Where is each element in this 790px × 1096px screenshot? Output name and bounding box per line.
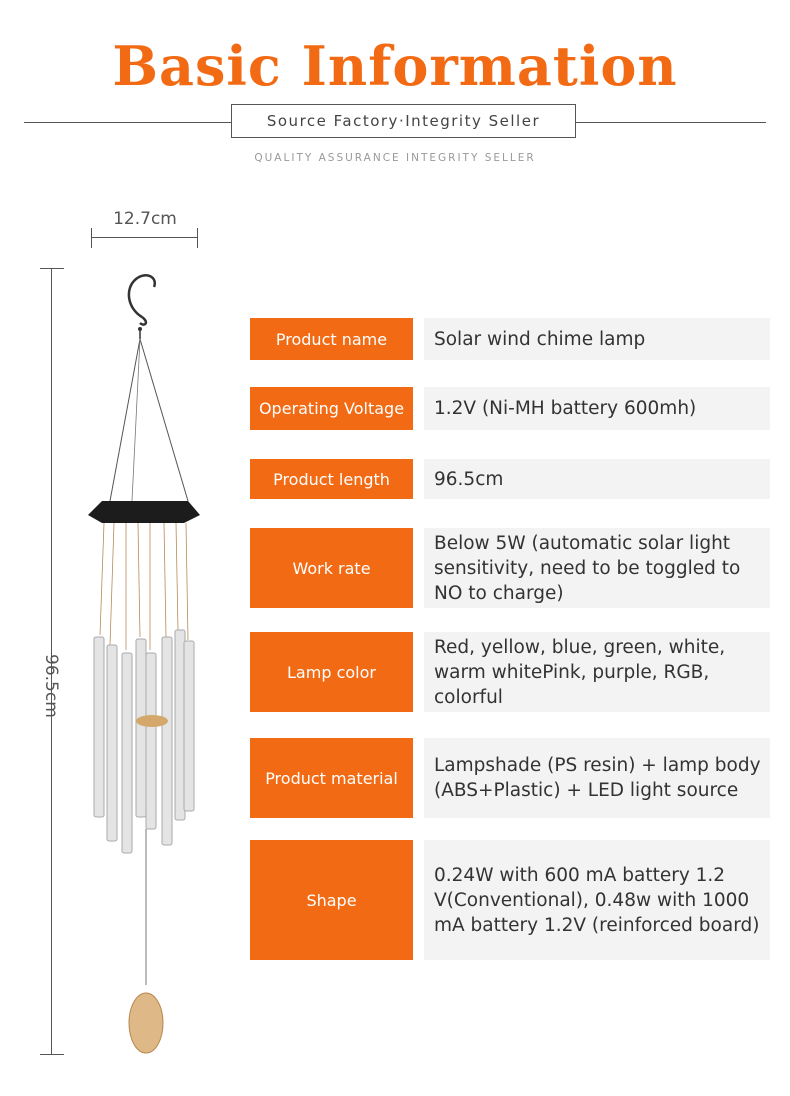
spec-value: 96.5cm (424, 459, 770, 499)
spec-label: Product material (250, 738, 413, 818)
spec-label: Lamp color (250, 632, 413, 712)
tagline: QUALITY ASSURANCE INTEGRITY SELLER (254, 152, 536, 164)
height-tick-top (40, 268, 64, 269)
width-dimension-label: 12.7cm (113, 209, 177, 229)
spec-row-work-rate (250, 528, 770, 608)
spec-value: Red, yellow, blue, green, white, warm whitePink, purple, RGB, colorful (424, 632, 770, 712)
spec-value: 1.2V (Ni-MH battery 600mh) (424, 387, 770, 430)
subtitle-box: Source Factory·Integrity Seller (231, 104, 576, 138)
spec-value: Lampshade (PS resin) + lamp body (ABS+Plastic) + LED light source (424, 738, 770, 818)
spec-label: Product length (250, 459, 413, 499)
spec-value: Below 5W (automatic solar light sensitivity, need to be toggled to NO to charge) (424, 528, 770, 608)
spec-row-operating-voltage (250, 387, 770, 430)
divider-left (24, 122, 231, 123)
spec-label: Shape (250, 840, 413, 960)
divider-right (576, 122, 766, 123)
width-tick-left (91, 228, 92, 248)
spec-value: 0.24W with 600 mA battery 1.2 Ⅴ(Conventional), 0.48w with 1000 mA battery 1.2Ⅴ (reinforced board) (424, 840, 770, 960)
spec-row-shape (250, 840, 770, 960)
spec-row-product-name (250, 318, 770, 360)
width-dimension-line (91, 237, 198, 238)
height-tick-bottom (40, 1054, 64, 1055)
spec-label: Product name (250, 318, 413, 360)
wind-chime-image (80, 265, 210, 1065)
width-tick-right (197, 228, 198, 248)
spec-row-lamp-color (250, 632, 770, 712)
spec-value: Solar wind chime lamp (424, 318, 770, 360)
spec-row-product-material (250, 738, 770, 818)
spec-row-product-length (250, 459, 770, 499)
height-dimension-label: 96.5cm (41, 654, 61, 718)
spec-label: Operating Voltage (250, 387, 413, 430)
page-title: Basic Information (112, 34, 678, 98)
spec-label: Work rate (250, 528, 413, 608)
